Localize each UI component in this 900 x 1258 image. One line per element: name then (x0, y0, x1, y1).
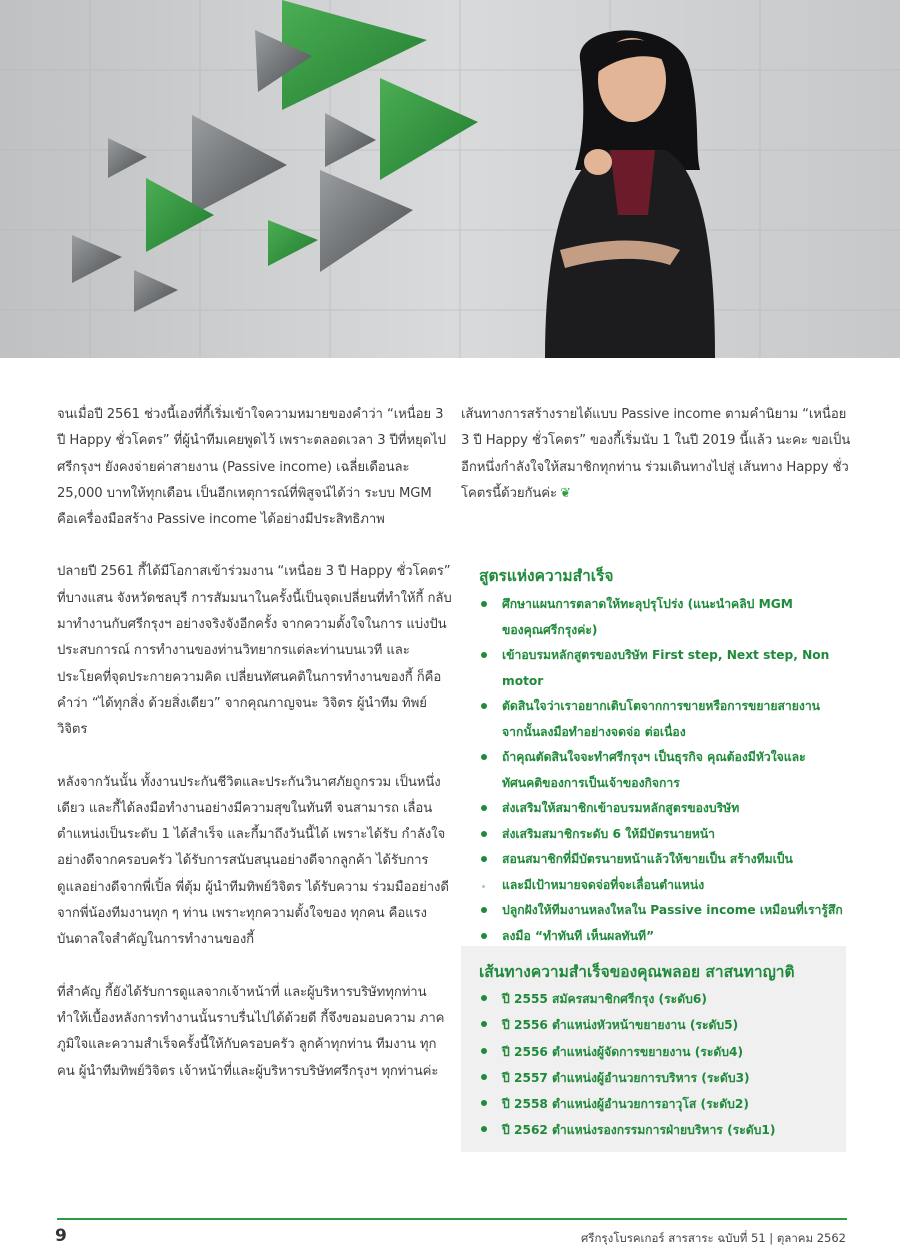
career-position: ตำแหน่งรองกรรมการฝ่ายบริหาร (ระดับ1) (552, 1123, 776, 1138)
page-number: 9 (55, 1226, 67, 1246)
paragraph-4: ที่สำคัญ กี้ยังได้รับการดูแลจากเจ้าหน้าที่ และผู้บริหารบริษัททุกท่าน ทำให้เบื้องหลังการทำงานนั้นราบรื่นไปได้ด้วยดี กี้จึงขอมอบความ ภาคภูมิใจและความสำเร็จครั้งนี้ให้กับครอบครัว ลูกค้าทุกท่าน ทีมงาน ทุกคน ผู้นำทีมทิพย์วิจิตร เจ้าหน้าที่และผู้บริหารบริษัทศรีกรุงฯ ทุกท่านค่ะ (57, 984, 445, 1079)
success-formula-list (461, 592, 846, 949)
bullet-dot (481, 703, 487, 709)
list-item (479, 796, 846, 822)
bullet-dot (481, 907, 487, 913)
list-item (479, 694, 846, 720)
career-path-title: เส้นทางความสำเร็จของคุณพลอย สาสนทาญาติ (479, 963, 795, 981)
career-position: ตำแหน่งหัวหน้าขยายงาน (ระดับ5) (552, 1018, 739, 1033)
career-item (479, 1091, 846, 1117)
bullet-dot (481, 1074, 487, 1080)
paragraph-1: จนเมื่อปี 2561 ช่วงนี้เองที่กี้เริ่มเข้าใจความหมายของคำว่า “เหนื่อย 3 ปี Happy ชั่วโคตร” ที่ผู้นำทีมเคยพูดไว้ เพราะตลอดเวลา 3 ปีที่หยุดไป ศรีกรุงฯ ยังคงจ่ายค่าสายงาน (Passive income) เฉลี่ยเดือนละ 25,000 บาทให้ทุกเดือน เป็นอีกเหตุการณ์ที่พิสูจน์ได้ว่า ระบบ MGM คือเครื่องมือสร้าง Passive income ได้อย่างมีประสิทธิภาพ (57, 407, 446, 528)
career-year: ปี 2558 (502, 1097, 548, 1112)
bullet-dot (481, 1126, 487, 1132)
list-item-text: สอนสมาชิกที่มีบัตรนายหน้าแล้วให้ขายเป็น สร้างทีมเป็น (502, 852, 793, 866)
career-year: ปี 2557 (502, 1070, 548, 1085)
list-item (479, 873, 846, 899)
bullet-dot (481, 601, 487, 607)
list-item-text: ส่งเสริมให้สมาชิกเข้าอบรมหลักสูตรของบริษัท (502, 801, 740, 815)
publication-info: ศรีกรุงโบรคเกอร์ สารสาระ ฉบับที่ 51 | ตุลาคม 2562 (580, 1231, 846, 1245)
career-item (479, 1012, 846, 1038)
paragraph-2: ปลายปี 2561 กี้ได้มีโอกาสเข้าร่วมงาน “เหนื่อย 3 ปี Happy ชั่วโคตร” ที่บางแสน จังหวัดชลบุรี การสัมมนาในครั้งนี้เป็นจุดเปลี่ยนที่ทำให้กี้ กลับมาทำงานกับศรีกรุงฯ อย่างจริงจังอีกครั้ง จากความตั้งใจในการ แบ่งปันประสบการณ์ การทำงานของท่านวิทยากรแต่ละท่านบนเวที และประโยคที่จุดประกายความคิด เปลี่ยนทัศนคติในการทำงานของกี้ ก็คือ คำว่า “ได้ทุกสิ่ง ด้วยสิ่งเดียว” จากคุณกาญจนะ วิจิตร ผู้นำทีม ทิพย์วิจิตร (57, 564, 452, 738)
career-position: สมัครสมาชิกศรีกรุง (ระดับ6) (552, 992, 707, 1006)
list-item-text: ตัดสินใจว่าเราอยากเติบโตจากการขายหรือการขยายสายงาน (502, 699, 821, 713)
list-item (479, 745, 846, 771)
career-item (479, 1065, 846, 1091)
bullet-dot (481, 805, 487, 811)
career-year: ปี 2556 (502, 1018, 548, 1033)
list-item-text: ลงมือ “ทำทันที เห็นผลทันที” (502, 928, 655, 943)
list-item-text: ศึกษาแผนการตลาดให้ทะลุปรุโปร่ง (แนะนำคลิป MGM (502, 597, 793, 611)
list-item (479, 771, 846, 797)
list-item (479, 822, 846, 848)
list-item-text: ของคุณศรีกรุงค่ะ) (502, 622, 598, 637)
list-item (479, 847, 846, 873)
career-item (479, 1039, 846, 1065)
hero-photo (0, 0, 900, 358)
success-formula-title: สูตรแห่งความสำเร็จ (479, 567, 614, 585)
list-item-text: ปลูกฝังให้ทีมงานหลงใหลใน Passive income เหมือนที่เรารู้สึก (502, 903, 843, 917)
sprout-icon: ❦ (559, 485, 571, 501)
paragraph-3: หลังจากวันนั้น ทั้งงานประกันชีวิตและประกันวินาศภัยถูกรวม เป็นหนึ่งเดียว และกี้ได้ลงมือทำงานอย่างมีความสุขในทันที จนสามารถ เลื่อนตำแหน่งเป็นระดับ 1 ได้สำเร็จ และกี้มาถึงวันนี้ได้ เพราะได้รับ กำลังใจอย่างดีจากครอบครัว ได้รับการสนับสนุนอย่างดีจากลูกค้า ได้รับการดูแลอย่างดีจากพี่เปิ้ล พี่ตุ้ม ผู้นำทีมทิพย์วิจิตร ได้รับความ ร่วมมืออย่างดีจากพี่น้องทีมงานทุก ๆ ท่าน เพราะทุกความตั้งใจของ ทุกคน คือแรงบันดาลใจสำคัญในการทำงานของกี้ (57, 774, 449, 948)
list-item-text: จากนั้นลงมือทำอย่างจดจ่อ ต่อเนื่อง (502, 724, 686, 739)
career-year: ปี 2556 (502, 1044, 548, 1059)
list-item-text: และมีเป้าหมายจดจ่อที่จะเลื่อนตำแหน่ง (502, 877, 705, 892)
bullet-dot (481, 856, 487, 862)
list-item-text: ถ้าคุณตัดสินใจจะทำศรีกรุงฯ เป็นธุรกิจ คุณต้องมีหัวใจและ (502, 750, 806, 764)
hero-illustration (0, 0, 900, 358)
list-item (479, 618, 846, 644)
career-position: ตำแหน่งผู้อำนวยการบริหาร (ระดับ3) (552, 1070, 750, 1085)
career-year: ปี 2562 (502, 1123, 548, 1138)
list-item (479, 720, 846, 746)
bullet-dot (481, 1021, 487, 1027)
list-item (479, 592, 846, 618)
bullet-dot (481, 831, 487, 837)
list-item-text: ทัศนคติของการเป็นเจ้าของกิจการ (502, 775, 680, 790)
success-formula (461, 564, 846, 949)
left-column (57, 402, 452, 1111)
footer-divider (57, 1218, 847, 1220)
career-position: ตำแหน่งผู้จัดการขยายงาน (ระดับ4) (552, 1044, 744, 1059)
bullet-dot (481, 754, 487, 760)
career-path-box (461, 946, 846, 1152)
bullet-dot (481, 652, 487, 658)
career-year: ปี 2555 (502, 992, 548, 1006)
bullet-dot (481, 995, 487, 1001)
list-item-text: เข้าอบรมหลักสูตรของบริษัท First step, Next step, Non motor (502, 648, 830, 688)
career-item (479, 986, 846, 1012)
bullet-dot (481, 1048, 487, 1054)
list-item (479, 898, 846, 924)
list-item-text: ส่งเสริมสมาชิกระดับ 6 ให้มีบัตรนายหน้า (502, 826, 715, 841)
career-item (479, 1117, 846, 1143)
paragraph-right-text: เส้นทางการสร้างรายได้แบบ Passive income ตามคำนิยาม “เหนื่อย 3 ปี Happy ชั่วโคตร” ของกี้เริ่มนับ 1 ในปี 2019 นี้แล้ว นะคะ ขอเป็นอีกหนึ่งกำลังใจให้สมาชิกทุกท่าน ร่วมเดินทางไปสู่ เส้นทาง Happy ชั่วโคตรนี้ด้วยกันค่ะ (461, 407, 851, 501)
career-position: ตำแหน่งผู้อำนวยการอาวุโส (ระดับ2) (552, 1097, 749, 1112)
career-path-list (461, 986, 846, 1144)
bullet-dot (481, 1100, 487, 1106)
right-column (461, 402, 851, 507)
bullet-dot (481, 933, 487, 939)
bullet-dot (482, 885, 485, 888)
list-item (479, 643, 846, 694)
paragraph-right (461, 402, 851, 507)
